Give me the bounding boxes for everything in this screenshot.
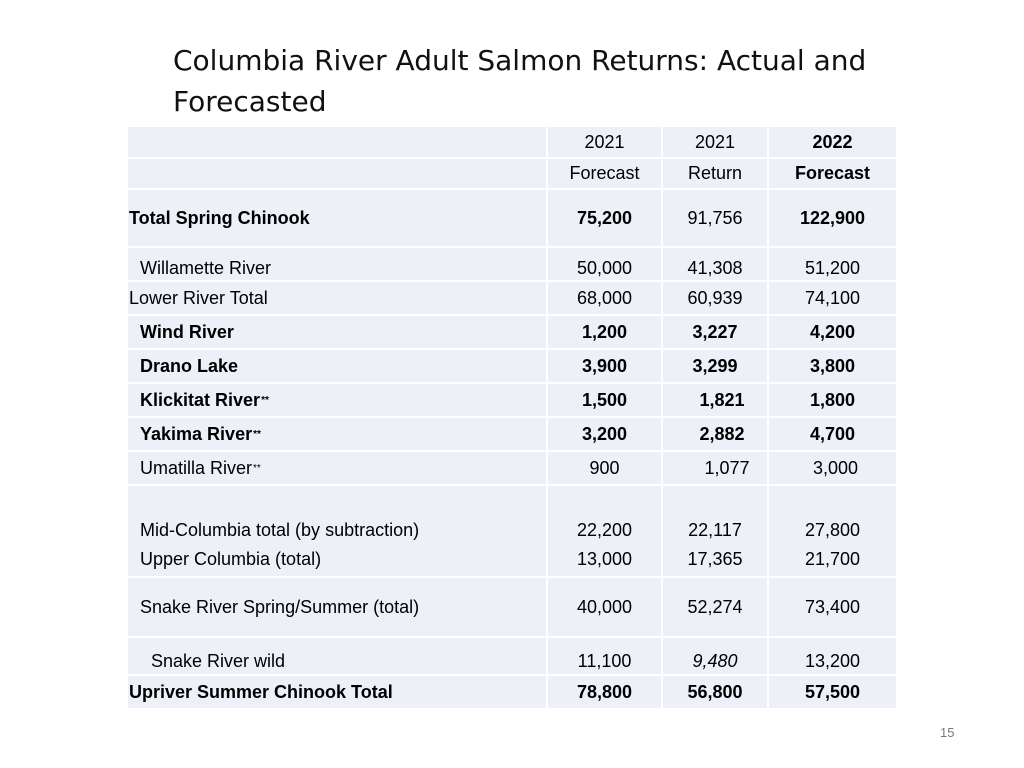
salmon-returns-table xyxy=(128,127,896,710)
cell-2022-forecast xyxy=(767,486,896,576)
row-label: Upriver Summer Chinook Total xyxy=(128,676,546,708)
row-label-cell xyxy=(128,486,546,576)
table-row-group xyxy=(128,486,896,578)
table-row xyxy=(128,282,896,316)
cell-2021-forecast: 900 xyxy=(546,452,661,484)
table-row xyxy=(128,578,896,638)
cell-2021-forecast: 11,100 xyxy=(546,638,661,674)
row-label: Wind River xyxy=(128,316,546,348)
header-forecast-label: Forecast xyxy=(546,159,661,188)
cell-2021-return: 91,756 xyxy=(661,190,767,246)
cell-2021-return: 52,274 xyxy=(661,578,767,636)
cell-2022-forecast: 74,100 xyxy=(767,282,896,314)
cell-2021-forecast: 3,200 xyxy=(546,418,661,450)
cell-2021-return: 3,227 xyxy=(661,316,767,348)
cell-2021-return: 1,821 xyxy=(661,384,767,416)
footnote-marker: ** xyxy=(253,462,261,474)
cell-2022-forecast: 4,700 xyxy=(767,418,896,450)
cell-2022-forecast: 3,800 xyxy=(767,350,896,382)
row-label: Upper Columbia (total) xyxy=(140,549,322,569)
table-row xyxy=(128,190,896,248)
table-row xyxy=(128,316,896,350)
cell-2021-forecast: 1,500 xyxy=(546,384,661,416)
cell-2021-return: 3,299 xyxy=(661,350,767,382)
header-blank-cell-2 xyxy=(128,159,546,188)
cell-2022-forecast: 13,200 xyxy=(767,638,896,674)
cell-2021-return: 60,939 xyxy=(661,282,767,314)
row-label: Mid-Columbia total (by subtraction) xyxy=(140,520,420,540)
row-label: Umatilla River xyxy=(140,457,253,478)
row-label: Yakima River xyxy=(140,423,253,444)
cell-2021-return xyxy=(661,486,767,576)
table-row xyxy=(128,418,896,452)
table-row xyxy=(128,248,896,282)
cell-value: 22,117 xyxy=(688,520,742,540)
row-label: Snake River wild xyxy=(128,638,546,674)
row-label: Drano Lake xyxy=(128,350,546,382)
row-label: Willamette River xyxy=(128,248,546,280)
cell-2022-forecast: 51,200 xyxy=(767,248,896,280)
cell-2021-return: 9,480 xyxy=(661,638,767,674)
cell-2021-forecast: 40,000 xyxy=(546,578,661,636)
footnote-marker: ** xyxy=(253,428,261,440)
cell-2021-forecast: 50,000 xyxy=(546,248,661,280)
cell-2022-forecast: 1,800 xyxy=(767,384,896,416)
cell-value: 13,000 xyxy=(576,549,633,569)
header-forecast-2022-label: Forecast xyxy=(767,159,896,188)
cell-2021-forecast: 1,200 xyxy=(546,316,661,348)
row-label: Total Spring Chinook xyxy=(128,190,546,246)
slide-title: Columbia River Adult Salmon Returns: Actual and Forecasted xyxy=(173,44,867,118)
cell-2022-forecast: 57,500 xyxy=(767,676,896,708)
cell-2021-return: 1,077 xyxy=(661,452,767,484)
page-number: 15 xyxy=(940,725,955,740)
row-label-cell xyxy=(128,384,546,416)
row-label: Snake River Spring/Summer (total) xyxy=(128,578,546,636)
footnote-marker: ** xyxy=(261,394,269,406)
table-header-row-year xyxy=(128,127,896,159)
header-2021-forecast-year: 2021 xyxy=(546,127,661,157)
cell-2022-forecast: 4,200 xyxy=(767,316,896,348)
row-label: Klickitat River xyxy=(140,389,261,410)
cell-2021-forecast xyxy=(546,486,661,576)
row-label-cell xyxy=(128,418,546,450)
cell-2022-forecast: 3,000 xyxy=(767,452,896,484)
cell-2021-forecast: 3,900 xyxy=(546,350,661,382)
cell-2022-forecast: 73,400 xyxy=(767,578,896,636)
header-blank-cell xyxy=(128,127,546,157)
table-row xyxy=(128,676,896,710)
cell-2021-return: 2,882 xyxy=(661,418,767,450)
cell-2021-return: 41,308 xyxy=(661,248,767,280)
cell-value: 21,700 xyxy=(804,549,861,569)
row-label-cell xyxy=(128,452,546,484)
table-row xyxy=(128,452,896,486)
table-header-row-type xyxy=(128,159,896,190)
table-row xyxy=(128,384,896,418)
cell-2021-forecast: 78,800 xyxy=(546,676,661,708)
row-label: Lower River Total xyxy=(128,282,546,314)
header-return-label: Return xyxy=(661,159,767,188)
cell-2021-forecast: 68,000 xyxy=(546,282,661,314)
cell-2022-forecast: 122,900 xyxy=(767,190,896,246)
cell-value: 17,365 xyxy=(687,549,743,569)
cell-value: 27,800 xyxy=(804,520,861,540)
cell-value: 22,200 xyxy=(576,520,633,540)
cell-2021-return: 56,800 xyxy=(661,676,767,708)
table-row xyxy=(128,350,896,384)
cell-2021-forecast: 75,200 xyxy=(546,190,661,246)
header-2021-return-year: 2021 xyxy=(661,127,767,157)
header-2022-forecast-year: 2022 xyxy=(767,127,896,157)
table-row xyxy=(128,638,896,676)
